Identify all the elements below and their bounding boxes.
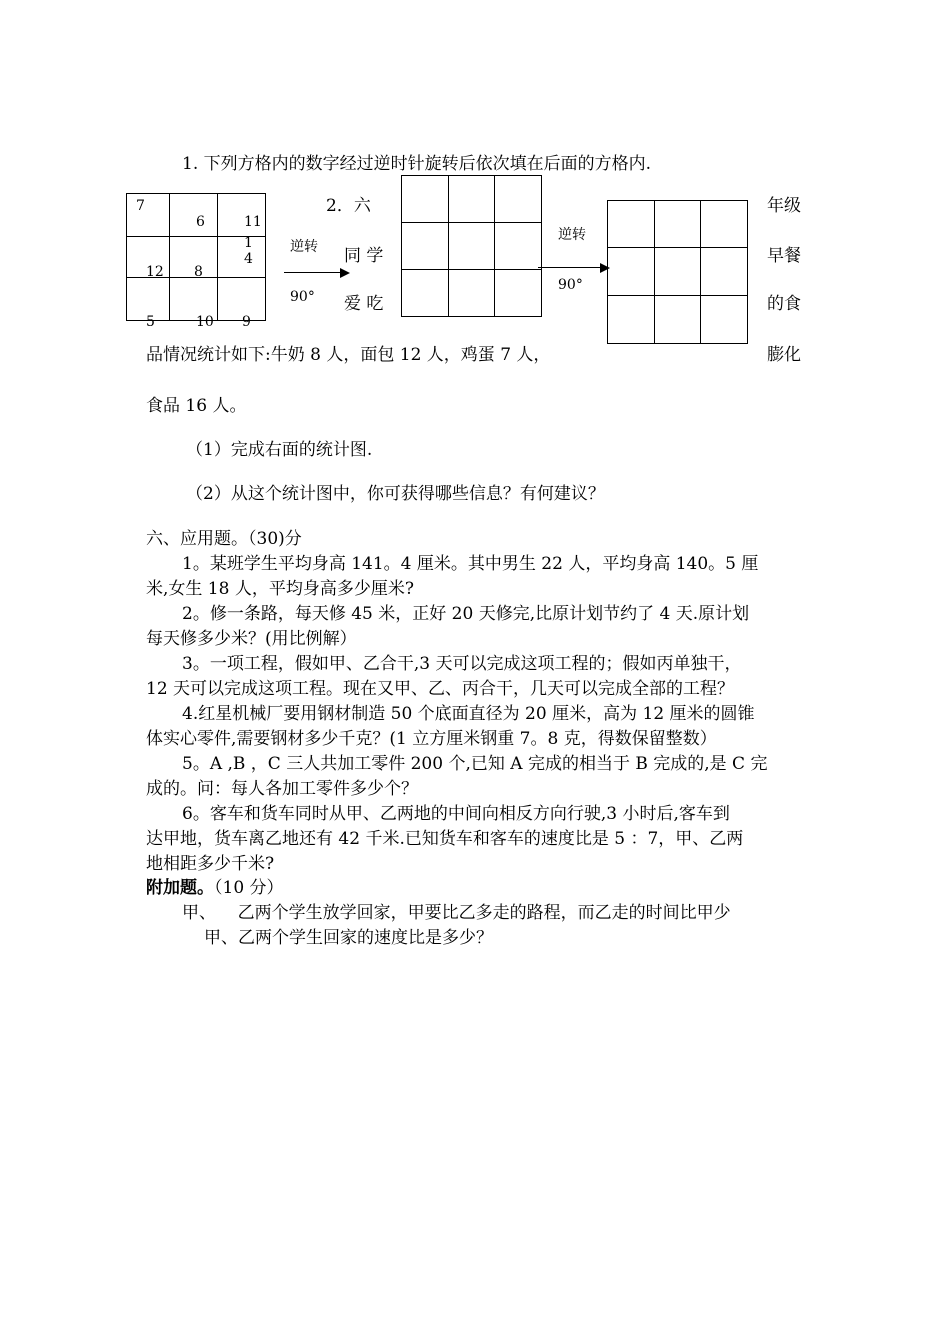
result-grid [607,200,748,344]
problem-line: 成的。问：每人各加工零件多少个？ [146,779,418,799]
q2-sub-question: （2）从这个统计图中，你可获得哪些信息？有何建议？ [186,484,605,504]
arrow-2-angle: 90° [558,277,583,293]
q2-line: 食品 16 人。 [146,396,247,416]
arrow-2-label: 逆转 [558,227,586,243]
grid-number: 7 [136,198,145,214]
problem-line: 4.红星机械厂要用钢材制造 50 个底面直径为 20 厘米，高为 12 厘米的圆锥 [182,704,755,724]
q2-right-line: 早餐 [767,246,801,266]
bonus-score: （10 分） [214,878,284,898]
problem-line: 达甲地，货车离乙地还有 42 千米.已知货车和客车的速度比是 5 ：7，甲、乙两 [146,829,744,849]
grid-number: 6 [196,214,205,230]
arrow-1-head [340,268,350,278]
q2-left-line: 同 学 [344,246,384,266]
q2-left-line: 爱 吃 [344,294,384,314]
bonus-line: 甲、乙两个学生回家的速度比是多少？ [204,928,493,948]
q2-right-line: 的食 [767,294,801,314]
q2-sub-question: （1）完成右面的统计图. [186,440,373,460]
q2-left-line: 2．六 [326,196,371,216]
question-1-text: 1. 下列方格内的数字经过逆时针旋转后依次填在后面的方格内. [182,154,652,174]
problem-line: 每天修多少米？(用比例解） [146,629,357,649]
problem-line: 12 天可以完成这项工程。现在又甲、乙、丙合干，几天可以完成全部的工程？ [146,679,735,699]
problem-line: 6。客车和货车同时从甲、乙两地的中间向相反方向行驶,3 小时后,客车到 [182,804,730,824]
problem-line: 体实心零件,需要钢材多少千克？(1 立方厘米钢重 7。8 克，得数保留整数） [146,729,717,749]
bonus-title-row [146,878,284,898]
problem-line: 3。一项工程，假如甲、乙合干,3 天可以完成这项工程的；假如丙单独干， [182,654,742,674]
problem-line: 5。A ,B ，C 三人共加工零件 200 个,已知 A 完成的相当于 B 完成的,是 C 完 [182,754,768,774]
bonus-title: 附加题。 [146,878,214,898]
problem-line: 2。修一条路，每天修 45 米，正好 20 天修完,比原计划节约了 4 天.原计划 [182,604,750,624]
arrow-1-shaft [284,272,342,273]
problem-line: 1。某班学生平均身高 141。4 厘米。其中男生 22 人，平均身高 140。5 厘 [182,554,759,574]
grid-number: 12 [146,264,164,280]
middle-grid [401,175,542,317]
arrow-2-shaft [538,267,602,268]
arrow-1-label: 逆转 [290,239,318,255]
grid-number: 10 [196,314,214,330]
grid-number: 11 [244,214,262,230]
problem-line: 米,女生 18 人，平均身高多少厘米? [146,579,414,599]
q2-right-line: 膨化 [767,345,801,365]
q2-right-line: 年级 [767,196,801,216]
grid-number: 5 [146,314,155,330]
q2-line: 品情况统计如下:牛奶 8 人，面包 12 人，鸡蛋 7 人， [146,345,551,365]
grid-number: 1 [244,235,253,251]
grid-number: 4 [244,251,253,267]
bonus-line: 甲、 乙两个学生放学回家，甲要比乙多走的路程，而乙走的时间比甲少 [182,903,731,923]
problem-line: 地相距多少千米? [146,854,275,874]
section-6-title: 六、应用题。（30)分 [146,529,302,549]
arrow-1-angle: 90° [290,289,315,305]
grid-number: 8 [194,264,203,280]
grid-number: 9 [242,314,251,330]
